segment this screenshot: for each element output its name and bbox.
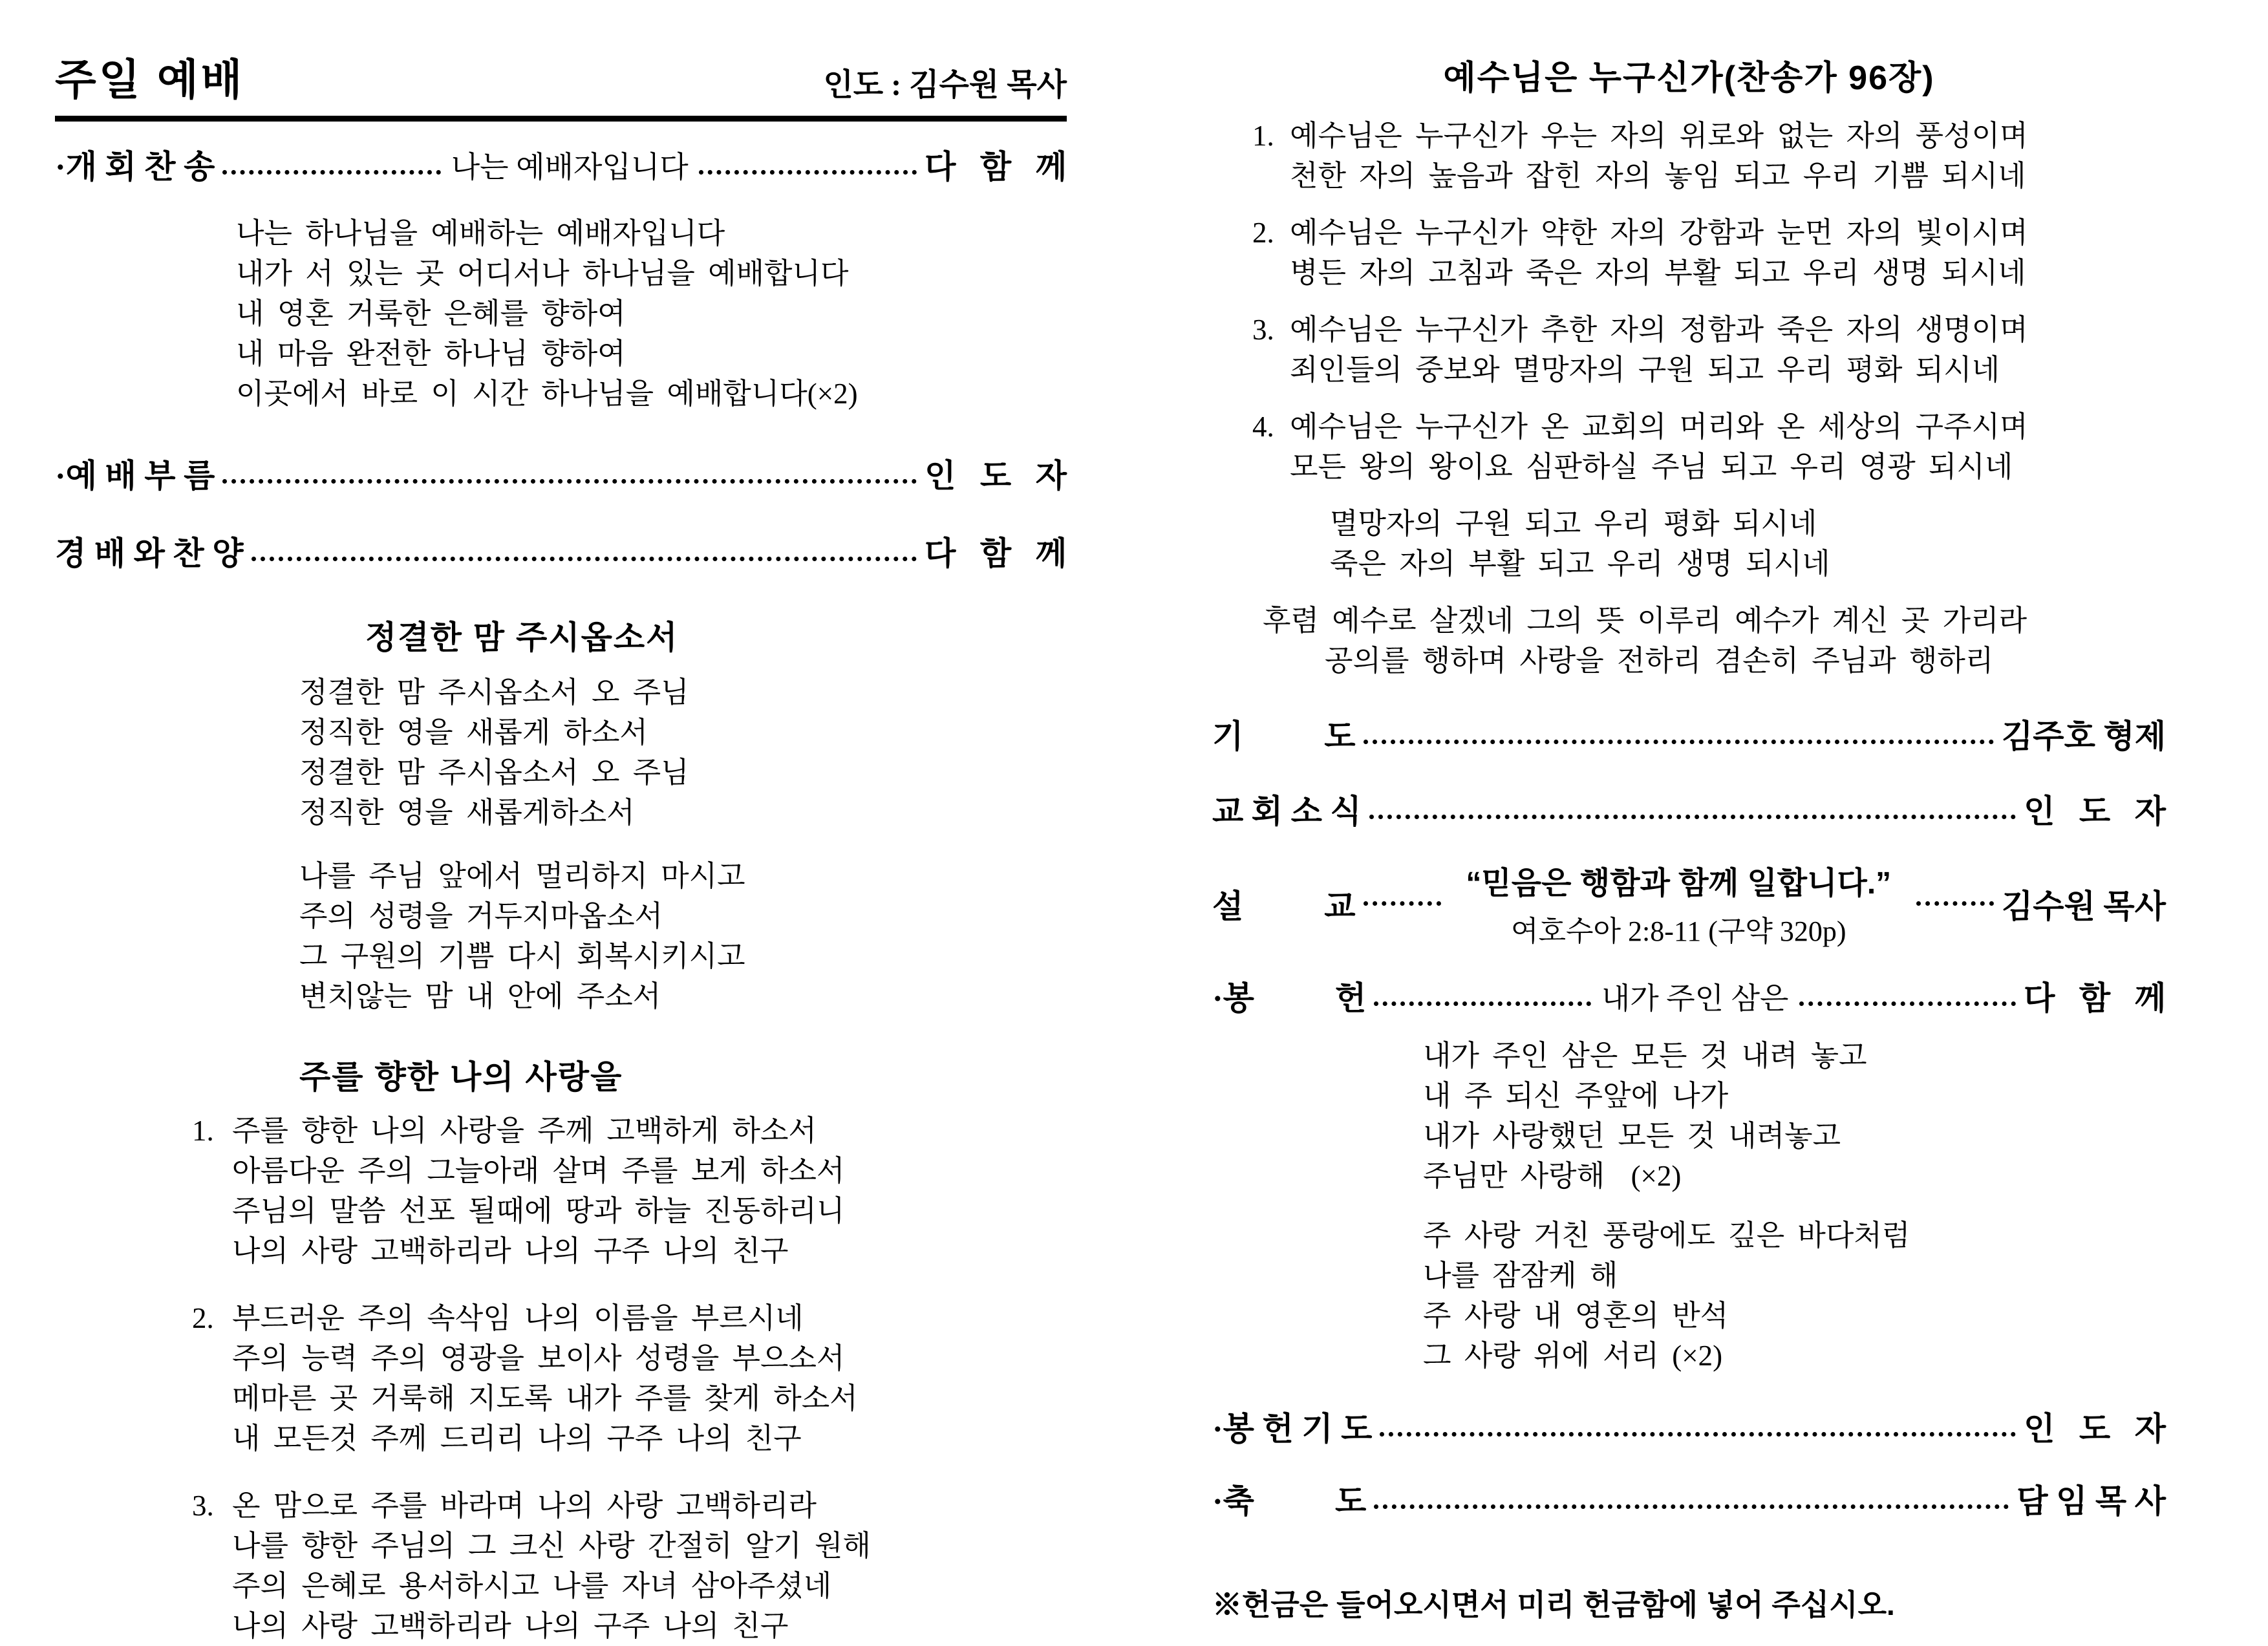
lyric-line: 예수님은 누구신가 추한 자의 정함과 죽은 자의 생명이며 [1290, 314, 2028, 346]
song-name: 나는 예배자입니다 [451, 151, 689, 184]
lyric-line: 내가 서 있는 곳 어디서나 하나님을 예배합니다 [236, 257, 849, 290]
lyric-line: 죄인들의 중보와 멸망자의 구원 되고 우리 평화 되시네 [1290, 354, 2000, 386]
lyric-line: 죽은 자의 부활 되고 우리 생명 되시네 [1330, 548, 1830, 580]
lyric-line: 내가 사랑했던 모든 것 내려놓고 [1423, 1120, 1841, 1152]
lyric-line: 나의 사랑 고백하리라 나의 구주 나의 친구 [232, 1235, 789, 1267]
verse-number: 3. [1252, 314, 1274, 346]
program-sermon [1212, 858, 2166, 949]
performer: 다 함 께 [925, 535, 1067, 572]
lyric-line: 나를 향한 주님의 그 크신 사랑 간절히 알기 원해 [232, 1530, 871, 1562]
lyric-line: 주님의 말씀 선포 될때에 땅과 하늘 진동하리니 [232, 1195, 845, 1227]
hymn-title: 예수님은 누구신가(찬송가 96장) [1443, 59, 1935, 97]
program-label: 경 배 와 찬 양 [55, 535, 244, 572]
verse-number: 2. [1252, 217, 1274, 249]
lyric-line: 나의 사랑 고백하리라 나의 구주 나의 친구 [232, 1610, 789, 1642]
dot-leader [699, 170, 917, 175]
lyric-line: 정결한 맘 주시옵소서 오 주님 [299, 756, 689, 789]
lyric-line: 내 주 되신 주앞에 나가 [1423, 1080, 1729, 1112]
lyric-line: 주의 은혜로 용서하시고 나를 자녀 삼아주셨네 [232, 1570, 832, 1602]
lyric-line: 주의 능력 주의 영광을 보이사 성령을 부으소서 [232, 1342, 845, 1374]
lyric-line: 나를 주님 앞에서 멀리하지 마시고 [299, 860, 745, 892]
lyric-line: 예수님은 누구신가 온 교회의 머리와 온 세상의 구주시며 [1290, 411, 2028, 443]
hymn-refrain [1263, 601, 2166, 681]
verse-number: 1. [1252, 120, 1274, 152]
hymn-verse-1 [1252, 116, 2166, 196]
clean-heart-stanza-2 [299, 856, 1067, 1016]
dot-leader [1799, 1001, 2017, 1006]
offering-stanza-2 [1423, 1215, 2166, 1376]
hymn-verse-3 [1252, 310, 2166, 390]
dot-leader [1374, 1504, 2009, 1509]
lyric-line: 정직한 영을 새롭게 하소서 [299, 716, 648, 749]
offering-stanza-1 [1423, 1036, 2166, 1196]
lyric-line: 후렴 예수로 살겠네 그의 뜻 이루리 예수가 계신 곳 가리라 [1263, 604, 2027, 637]
lyric-line: 메마른 곳 거룩해 지도록 내가 주를 찾게 하소서 [232, 1382, 858, 1415]
program-benediction [1212, 1475, 2166, 1522]
program-offering [1212, 972, 2166, 1019]
lyric-line: 내가 주인 삼은 모든 것 내려 놓고 [1423, 1040, 1867, 1072]
lyric-line: 나를 잠잠케 해 [1423, 1259, 1618, 1292]
lyric-line: 나는 하나님을 예배하는 예배자입니다 [236, 217, 725, 250]
program-call-to-worship [55, 450, 1067, 497]
clean-heart-stanza-1 [299, 672, 1067, 833]
lyric-line: 정직한 영을 새롭게하소서 [299, 796, 635, 829]
performer: 담 임 목 사 [2017, 1483, 2166, 1519]
dot-leader [1916, 901, 1994, 906]
lyric-line: 이곳에서 바로 이 시간 하나님을 예배합니다(×2) [236, 378, 858, 410]
my-love-verse-1 [192, 1111, 1067, 1271]
lyric-line: 내 모든것 주께 드리리 나의 구주 나의 친구 [232, 1422, 802, 1455]
performer: 인 도 자 [2024, 1411, 2166, 1447]
service-leader: 인도 : 김수원 목사 [823, 68, 1067, 102]
dot-leader [1369, 815, 2016, 819]
song-name: 내가 주인 삼은 [1601, 982, 1789, 1015]
lyric-line: 정결한 맘 주시옵소서 오 주님 [299, 676, 689, 709]
dot-leader [222, 479, 917, 484]
lyric-line: 내 마음 완전한 하나님 향하여 [236, 337, 626, 370]
lyric-line: 아름다운 주의 그늘아래 살며 주를 보게 하소서 [232, 1155, 845, 1187]
verse-number: 1. [192, 1115, 214, 1147]
performer: 다 함 께 [2024, 980, 2166, 1016]
lyric-line: 예수님은 누구신가 우는 자의 위로와 없는 자의 풍성이며 [1290, 120, 2028, 152]
lyric-line: 그 구원의 기쁨 다시 회복시키시고 [299, 940, 745, 972]
lyric-line: 내 영혼 거룩한 은혜를 향하여 [236, 297, 626, 330]
opening-hymn-lyrics [236, 213, 1067, 414]
dot-leader [251, 557, 917, 561]
program-praise [55, 528, 1067, 574]
lyric-line: 부드러운 주의 속삭임 나의 이름을 부르시네 [232, 1302, 804, 1334]
lyric-line: 온 맘으로 주를 바라며 나의 사랑 고백하리라 [232, 1490, 817, 1522]
dot-leader [1364, 901, 1441, 906]
program-label: ·봉 헌 [1212, 980, 1367, 1016]
hymn-verse-4 [1252, 407, 2166, 487]
dot-leader [1374, 1001, 1591, 1006]
sermon-quote: “믿음은 행함과 함께 일합니다.” [1466, 866, 1892, 901]
dot-leader [1380, 1432, 2016, 1437]
dot-leader [1364, 740, 1994, 744]
page-title: 주일 예배 [55, 56, 245, 103]
lyric-line: 모든 왕의 왕이요 심판하실 주님 되고 우리 영광 되시네 [1290, 451, 2013, 483]
program-label: ·예 배 부 름 [55, 458, 215, 494]
program-opening-hymn [55, 141, 1067, 187]
performer: 인 도 자 [2024, 793, 2166, 829]
lyric-line: 주 사랑 내 영혼의 반석 [1423, 1299, 1729, 1332]
left-column [55, 45, 1067, 1646]
dot-leader [222, 170, 440, 175]
program-label: 기 도 [1212, 718, 1356, 754]
program-church-news [1212, 786, 2166, 832]
sermon-block [1449, 858, 1909, 949]
sermon-scripture: 여호수아 2:8-11 (구약 320p) [1511, 915, 1846, 947]
header [55, 45, 1067, 122]
verse-number: 3. [192, 1490, 214, 1522]
program-offering-prayer [1212, 1403, 2166, 1449]
performer: 다 함 께 [925, 149, 1067, 185]
hymn-verse-2 [1252, 213, 2166, 293]
program-prayer [1212, 711, 2166, 757]
lyric-line: 변치않는 맘 내 안에 주소서 [299, 980, 661, 1012]
my-love-verse-2 [192, 1298, 1067, 1459]
lyric-line: 예수님은 누구신가 약한 자의 강함과 눈먼 자의 빛이시며 [1290, 217, 2028, 249]
hymn-coda [1330, 504, 2166, 584]
program-label: ·개 회 찬 송 [55, 149, 215, 185]
lyric-line: 주 사랑 거친 풍랑에도 깊은 바다처럼 [1423, 1219, 1910, 1252]
performer: 김주호 형제 [2002, 718, 2166, 754]
song-title-clean-heart: 정결한 맘 주시옵소서 [365, 619, 679, 656]
lyric-line: 그 사랑 위에 서리 (×2) [1423, 1340, 1723, 1372]
offering-note: ※헌금은 들어오시면서 미리 헌금함에 넣어 주십시오. [1212, 1588, 1895, 1621]
performer: 김수원 목사 [2002, 888, 2166, 925]
program-label: ·봉 헌 기 도 [1212, 1411, 1373, 1447]
lyric-line: 주를 향한 나의 사랑을 주께 고백하게 하소서 [232, 1115, 817, 1147]
verse-number: 2. [192, 1302, 214, 1334]
lyric-line: 천한 자의 높음과 잡힌 자의 놓임 되고 우리 기쁨 되시네 [1290, 160, 2026, 192]
program-label: 교 회 소 식 [1212, 793, 1362, 829]
verse-number: 4. [1252, 411, 1274, 443]
lyric-line: 공의를 행하며 사랑을 전하리 겸손히 주님과 행하리 [1325, 645, 1994, 677]
performer: 인 도 자 [925, 458, 1067, 494]
my-love-verse-3 [192, 1486, 1067, 1646]
song-title-my-love: 주를 향한 나의 사랑을 [299, 1059, 623, 1095]
program-label: 설 교 [1212, 888, 1356, 925]
lyric-line: 멸망자의 구원 되고 우리 평화 되시네 [1330, 508, 1817, 540]
right-column [1212, 50, 2166, 1624]
lyric-line: 주의 성령을 거두지마옵소서 [299, 900, 663, 932]
lyric-line: 주님만 사랑해 (×2) [1423, 1160, 1682, 1192]
lyric-line: 병든 자의 고침과 죽은 자의 부활 되고 우리 생명 되시네 [1290, 257, 2026, 289]
program-label: ·축 도 [1212, 1483, 1367, 1519]
